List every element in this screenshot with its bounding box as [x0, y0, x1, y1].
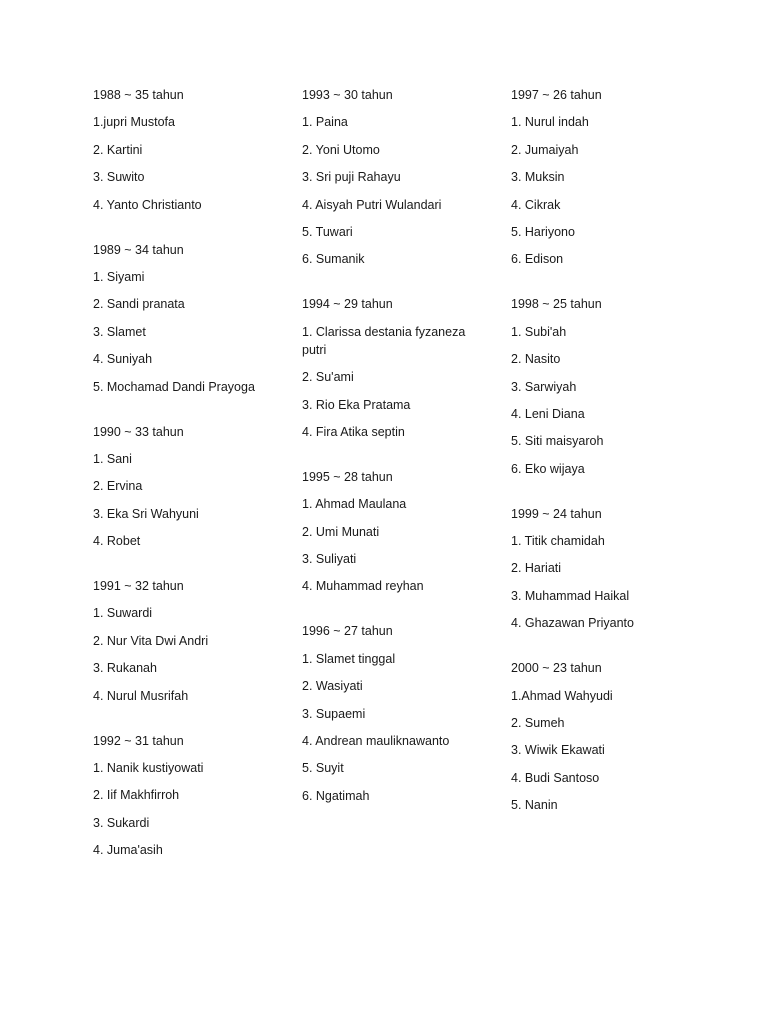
list-item: 3. Suliyati: [302, 552, 357, 567]
year-group: [511, 505, 691, 633]
list-item: 4. Aisyah Putri Wulandari: [302, 197, 442, 212]
list-item: 4. Yanto Christianto: [93, 197, 202, 212]
list-item: 2. Sumeh: [511, 716, 565, 731]
list-item: 5. Tuwari: [302, 224, 353, 239]
list-item: 2. Sandi pranata: [93, 297, 185, 312]
year-group: [511, 659, 691, 814]
list-item: 4. Robet: [93, 534, 141, 549]
year-group: [302, 86, 482, 268]
list-item: 3. Muhammad Haikal: [511, 588, 630, 603]
list-item: 5. Hariyono: [511, 224, 575, 239]
list-item: 3. Supaemi: [302, 706, 366, 721]
list-item: 1. Siyami: [93, 269, 145, 284]
column-2: [302, 86, 482, 832]
year-heading: 1992 ~ 31 tahun: [93, 733, 184, 748]
list-item: 1. Nanik kustiyowati: [93, 761, 204, 776]
year-group: [93, 732, 273, 860]
year-heading: 1988 ~ 35 tahun: [93, 88, 184, 102]
list-item: 5. Suyit: [302, 761, 344, 776]
list-item: 3. Sri puji Rahayu: [302, 170, 401, 185]
list-item: 1. Slamet tinggal: [302, 651, 396, 666]
column-1: [93, 86, 273, 886]
list-item: 4. Juma'asih: [93, 843, 163, 858]
list-item: 4. Leni Diana: [511, 406, 585, 421]
year-heading: 1991 ~ 32 tahun: [93, 579, 184, 594]
year-heading: 1999 ~ 24 tahun: [511, 506, 602, 521]
list-item: 2. Wasiyati: [302, 679, 363, 694]
list-item: 2. Umi Munati: [302, 524, 380, 539]
year-group: [302, 622, 482, 804]
list-item: 3. Suwito: [93, 170, 145, 185]
list-item: 4. Suniyah: [93, 352, 153, 367]
year-heading: 1990 ~ 33 tahun: [93, 424, 184, 439]
list-item: 4. Nurul Musrifah: [93, 688, 189, 703]
list-item: 4. Fira Atika septin: [302, 424, 405, 439]
list-item: 1. Ahmad Maulana: [302, 497, 407, 512]
list-item: 1. Paina: [302, 115, 348, 130]
list-item: 3. Muksin: [511, 170, 565, 185]
list-item: 3. Sarwiyah: [511, 379, 577, 394]
list-item: 4. Budi Santoso: [511, 770, 600, 785]
list-item: 2. Iif Makhfirroh: [93, 788, 180, 803]
year-group: [93, 86, 273, 214]
year-heading: 1989 ~ 34 tahun: [93, 242, 184, 257]
list-item: 5. Nanin: [511, 798, 558, 813]
list-item: 5. Mochamad Dandi Prayoga: [93, 379, 255, 394]
year-heading: 1994 ~ 29 tahun: [302, 297, 393, 312]
list-item: 4. Ghazawan Priyanto: [511, 616, 634, 631]
list-item: 4. Andrean mauliknawanto: [302, 734, 450, 749]
year-heading: 1995 ~ 28 tahun: [302, 469, 393, 484]
year-heading: 2000 ~ 23 tahun: [511, 661, 602, 676]
year-group: [302, 295, 482, 441]
list-item: 2. Kartini: [93, 142, 143, 157]
list-item: 3. Wiwik Ekawati: [511, 743, 605, 758]
column-3: [511, 86, 691, 841]
year-group: [511, 86, 691, 268]
list-item: 3. Sukardi: [93, 815, 150, 830]
year-heading: 1997 ~ 26 tahun: [511, 88, 602, 102]
year-group: [93, 577, 273, 705]
list-item: 6. Edison: [511, 252, 564, 267]
list-item: 2. Hariati: [511, 561, 562, 576]
year-group: [93, 423, 273, 551]
year-group: [93, 241, 273, 396]
list-item: 1. Clarissa destania fyzaneza putri: [302, 324, 466, 357]
list-item: 6. Sumanik: [302, 252, 365, 267]
list-item: 2. Nasito: [511, 352, 561, 367]
list-item: 2. Jumaiyah: [511, 142, 579, 157]
list-item: 1. Subi'ah: [511, 324, 567, 339]
list-item: 3. Eka Sri Wahyuni: [93, 506, 199, 521]
list-item: 2. Ervina: [93, 479, 143, 494]
list-item: 6. Ngatimah: [302, 788, 370, 803]
list-item: 2. Nur Vita Dwi Andri: [93, 633, 209, 648]
list-item: 1. Nurul indah: [511, 115, 589, 130]
list-item: 2. Yoni Utomo: [302, 142, 380, 157]
year-heading: 1996 ~ 27 tahun: [302, 624, 393, 639]
list-item: 2. Su'ami: [302, 370, 354, 385]
year-group: [511, 295, 691, 477]
year-group: [302, 468, 482, 596]
list-item: 3. Rukanah: [93, 661, 157, 676]
list-item: 1.jupri Mustofa: [93, 115, 175, 130]
list-item: 5. Siti maisyaroh: [511, 434, 604, 449]
list-item: 1.Ahmad Wahyudi: [511, 688, 613, 703]
list-item: 1. Sani: [93, 451, 132, 466]
list-item: 1. Titik chamidah: [511, 534, 605, 549]
list-item: 3. Rio Eka Pratama: [302, 397, 411, 412]
list-item: 4. Muhammad reyhan: [302, 579, 424, 594]
year-heading: 1993 ~ 30 tahun: [302, 88, 393, 102]
list-item: 4. Cikrak: [511, 197, 561, 212]
list-item: 1. Suwardi: [93, 606, 153, 621]
list-item: 6. Eko wijaya: [511, 461, 585, 476]
list-item: 3. Slamet: [93, 324, 146, 339]
year-heading: 1998 ~ 25 tahun: [511, 297, 602, 312]
